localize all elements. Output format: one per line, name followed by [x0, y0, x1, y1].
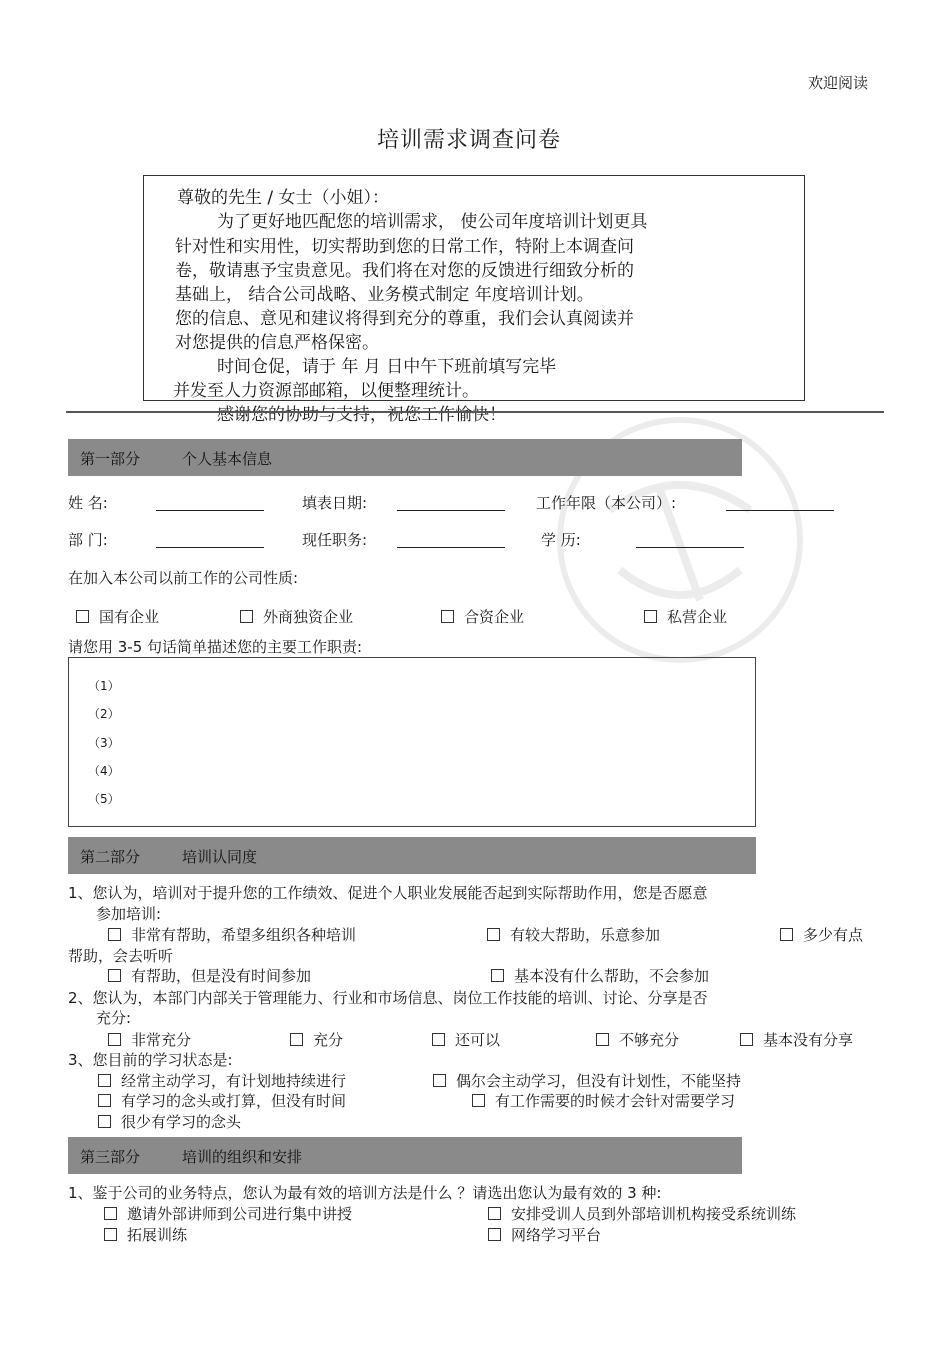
- checkbox[interactable]: [740, 1033, 753, 1046]
- option-company-type[interactable]: 国有企业: [76, 606, 159, 627]
- checkbox[interactable]: [104, 1228, 117, 1241]
- option[interactable]: 有学习的念头或打算，但没有时间: [98, 1090, 346, 1111]
- horizontal-divider: [66, 411, 884, 413]
- position-field[interactable]: [397, 547, 505, 548]
- option[interactable]: 多少有点: [780, 924, 863, 945]
- checkbox[interactable]: [644, 610, 657, 623]
- section-number: 第三部分: [80, 1148, 141, 1166]
- checkbox[interactable]: [488, 1207, 501, 1220]
- intro-line: 尊敬的先生 / 女士（小姐）：: [177, 188, 390, 208]
- intro-line: 为了更好地匹配您的培训需求， 使公司年度培训计划更具: [217, 212, 648, 232]
- education-field[interactable]: [636, 547, 744, 548]
- name-field[interactable]: [156, 510, 264, 511]
- field-label-education: 学 历:: [541, 531, 581, 549]
- checkbox[interactable]: [104, 1207, 117, 1220]
- option[interactable]: 基本没有什么帮助，不会参加: [491, 965, 709, 986]
- checkbox[interactable]: [491, 969, 504, 982]
- checkbox[interactable]: [441, 610, 454, 623]
- checkbox[interactable]: [488, 1228, 501, 1241]
- checkbox[interactable]: [108, 969, 121, 982]
- checkbox[interactable]: [432, 1033, 445, 1046]
- intro-line: 时间仓促，请于 年 月 日中午下班前填写完毕: [217, 357, 557, 377]
- intro-line: 基础上， 结合公司战略、业务模式制定 年度培训计划。: [175, 285, 594, 305]
- option[interactable]: 经常主动学习，有计划地持续进行: [98, 1070, 346, 1091]
- intro-line: 您的信息、意见和建议将得到充分的尊重，我们会认真阅读并: [175, 309, 634, 329]
- question-text: 1、您认为，培训对于提升您的工作绩效、促进个人职业发展能否起到实际帮助作用，您是否愿意: [68, 884, 708, 902]
- field-label-years: 工作年限（本公司）:: [536, 494, 677, 512]
- checkbox[interactable]: [98, 1115, 111, 1128]
- option[interactable]: 非常有帮助，希望多组织各种培训: [108, 924, 356, 945]
- field-label-date: 填表日期:: [302, 494, 368, 512]
- question-text: 2、您认为，本部门内部关于管理能力、行业和市场信息、岗位工作技能的培训、讨论、分享是否: [68, 989, 708, 1007]
- checkbox[interactable]: [108, 928, 121, 941]
- option-continuation: 帮助，会去听听: [68, 947, 174, 965]
- option[interactable]: 有帮助，但是没有时间参加: [108, 965, 311, 986]
- option[interactable]: 有较大帮助，乐意参加: [487, 924, 660, 945]
- section-number: 第一部分: [80, 450, 141, 468]
- checkbox[interactable]: [487, 928, 500, 941]
- option[interactable]: 还可以: [432, 1029, 500, 1050]
- section-header-part1: [68, 439, 742, 476]
- duty-question: 请您用 3-5 句话简单描述您的主要工作职责:: [68, 638, 363, 656]
- intro-line: 针对性和实用性，切实帮助到您的日常工作，特附上本调查问: [175, 237, 634, 257]
- checkbox[interactable]: [290, 1033, 303, 1046]
- duty-item: （5）: [88, 792, 120, 806]
- option[interactable]: 不够充分: [596, 1029, 679, 1050]
- section-header-part2: [68, 837, 756, 874]
- option[interactable]: 基本没有分享: [740, 1029, 853, 1050]
- option[interactable]: 邀请外部讲师到公司进行集中讲授: [104, 1203, 352, 1224]
- checkbox[interactable]: [596, 1033, 609, 1046]
- duty-item: （2）: [88, 707, 120, 721]
- page-title: 培训需求调查问卷: [376, 128, 561, 153]
- option[interactable]: 安排受训人员到外部培训机构接受系统训练: [488, 1203, 796, 1224]
- field-label-position: 现任职务:: [302, 531, 368, 549]
- field-label-dept: 部 门:: [68, 531, 108, 549]
- checkbox[interactable]: [472, 1094, 485, 1107]
- dept-field[interactable]: [156, 547, 264, 548]
- question-text: 参加培训:: [96, 905, 162, 923]
- option-company-type[interactable]: 合资企业: [441, 606, 524, 627]
- intro-line: 并发至人力资源部邮箱，以便整理统计。: [173, 381, 479, 401]
- field-label-name: 姓 名:: [68, 494, 108, 512]
- option[interactable]: 网络学习平台: [488, 1224, 601, 1245]
- section-title: 培训的组织和安排: [182, 1148, 303, 1166]
- option[interactable]: 有工作需要的时候才会针对需要学习: [472, 1090, 735, 1111]
- checkbox[interactable]: [240, 610, 253, 623]
- checkbox[interactable]: [76, 610, 89, 623]
- company-nature-question: 在加入本公司以前工作的公司性质:: [68, 569, 299, 587]
- checkbox[interactable]: [780, 928, 793, 941]
- years-field[interactable]: [726, 510, 834, 511]
- duty-item: （1）: [88, 679, 120, 693]
- option[interactable]: 拓展训练: [104, 1224, 187, 1245]
- question-text: 1、鉴于公司的业务特点，您认为最有效的培训方法是什么 ？请选出您认为最有效的 3 种:: [68, 1184, 662, 1202]
- option[interactable]: 非常充分: [108, 1029, 191, 1050]
- intro-line: 感谢您的协助与支持，祝您工作愉快！: [217, 405, 506, 425]
- section-title: 培训认同度: [182, 848, 258, 866]
- option-company-type[interactable]: 外商独资企业: [240, 606, 353, 627]
- duty-item: （3）: [88, 736, 120, 750]
- intro-line: 对您提供的信息严格保密。: [175, 333, 379, 353]
- duty-response-box[interactable]: [68, 657, 756, 827]
- header-welcome-text: 欢迎阅读: [808, 74, 869, 92]
- question-text: 3、您目前的学习状态是:: [68, 1051, 233, 1069]
- option[interactable]: 充分: [290, 1029, 343, 1050]
- checkbox[interactable]: [98, 1094, 111, 1107]
- checkbox[interactable]: [108, 1033, 121, 1046]
- duty-item: （4）: [88, 764, 120, 778]
- section-header-part3: [68, 1137, 742, 1174]
- option[interactable]: 很少有学习的念头: [98, 1111, 241, 1132]
- option-company-type[interactable]: 私营企业: [644, 606, 727, 627]
- section-number: 第二部分: [80, 848, 141, 866]
- checkbox[interactable]: [433, 1074, 446, 1087]
- intro-line: 卷，敬请惠予宝贵意见。我们将在对您的反馈进行细致分析的: [175, 261, 634, 281]
- section-title: 个人基本信息: [182, 450, 273, 468]
- checkbox[interactable]: [98, 1074, 111, 1087]
- date-field[interactable]: [397, 510, 505, 511]
- option[interactable]: 偶尔会主动学习，但没有计划性，不能坚持: [433, 1070, 741, 1091]
- question-text: 充分:: [96, 1009, 132, 1027]
